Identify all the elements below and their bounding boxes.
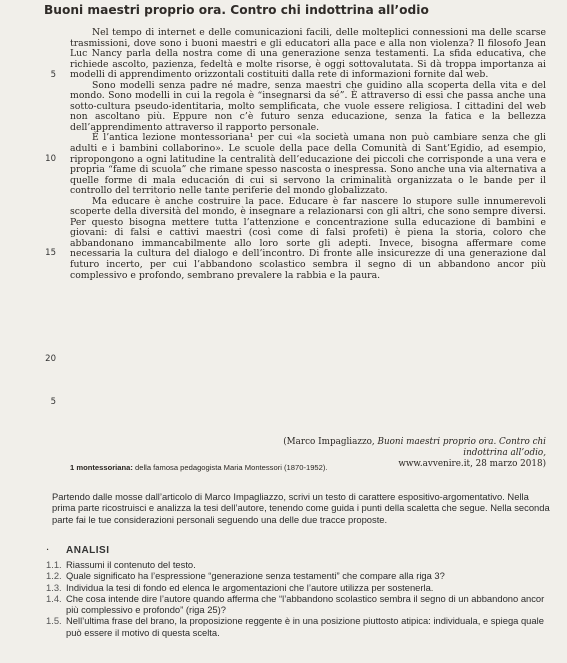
source-site: www.avvenire.it, 28 marzo 2018) [398, 459, 546, 469]
question-number: 1.2. [46, 570, 62, 582]
paragraph: Sono modelli senza padre né madre, senza maestri che guidino alla scoperta della vita e del mondo. Sono modelli in cui la regola è “insegnarsi da sé”. È attraverso di essi che passa anche una sotto-cultura pseudo-identitaria, molto semplificata, che vuole essere religiosa. I cittadini del web non ascoltano più. Eppure non c’è futuro senza educazione, senza la fatica e la bellezza dell’apprendimento attraverso il rapporto personale. [70, 79, 546, 133]
bullet-dot: · [46, 545, 50, 556]
question-number: 1.4. [46, 592, 62, 604]
line-number: 15 [45, 248, 56, 258]
source-author: (Marco Impagliazzo, [283, 437, 378, 447]
paragraph: È l’antica lezione montessoriana¹ per cui «la società umana non può cambiare senza che gli adulti e i bambini collaborino». Le scuole della pace della Comunità di Sant’Egidio, ad esempio, ripropongono a ogni latitudine la centralità dell’educazione dei piccoli che corrisponde a una vera e propria “fame di scuola” che rimane spesso nascosta o inespressa. Sono anche una via alternativa a quelle forme di mala educación di cui si servono la criminalità organizzata o le bande per il controllo del territorio nelle tante periferie del mondo globalizzato. [70, 132, 546, 197]
paragraph: Nel tempo di internet e delle comunicazioni facili, delle molteplici connessioni ma delle scarse trasmissioni, dove sono i buoni maestri e gli educatori alla pace e alla non violenza? Il filosofo Jean Luc Nancy parla della nostra come di una generazione senza testamenti. La sfida educativa, che richiede ascolto, pazienza, fedeltà e molte risorse, è oggi sottovalutata. Si dà troppa importanza ai modelli di apprendimento orizzontali costituiti dalla rete di informazioni fornite dal web. [70, 27, 546, 81]
question-text: Riassumi il contenuto del testo. [66, 559, 196, 570]
source-title: Buoni maestri proprio ora. Contro chi indottrina all’odio, [377, 437, 546, 458]
question-number: 1.5. [46, 615, 62, 627]
question-number: 1.3. [46, 581, 62, 593]
footnote-text: della famosa pedagogista Maria Montessori (1870-1952). [132, 463, 328, 472]
assignment-instructions: Partendo dalle mosse dall’articolo di Marco Impagliazzo, scrivi un testo di carattere espositivo-argomentativo. Nella prima parte ricostruisci e analizza la tesi dell’autore, tenendo come guida i punti della scaletta che segue. Nella seconda parte fai le tue considerazioni personali seguendo una delle due tracce proposte. [52, 491, 550, 525]
footnote-term: montessoriana: [76, 463, 133, 472]
footnote [70, 463, 550, 473]
question-text: Individua la tesi di fondo ed elenca le argomentazioni che l’autore utilizza per sostenerla. [66, 581, 434, 593]
question-number: 1.1. [46, 559, 62, 570]
analysis-heading: ANALISI [66, 545, 110, 556]
question-item [46, 593, 551, 616]
line-number: 10 [45, 154, 56, 164]
question-item [46, 559, 551, 570]
question-item [46, 615, 551, 638]
footnote-marker: 1 [70, 463, 75, 472]
article-body [70, 28, 546, 281]
line-number: 20 [45, 354, 56, 364]
question-text: Che cosa intende dire l’autore quando afferma che “l’abbandono scolastico sembra il segno di un abbandono ancor più complessivo e profondo” (riga 25)? [66, 592, 545, 616]
line-number: 5 [50, 70, 56, 80]
paragraph: Ma educare è anche costruire la pace. Educare è far nascere lo stupore sulle innumerevoli scoperte della diversità del mondo, è insegnare a relazionarsi con gli altri, che sono sempre diversi. Per questo bisogna mettere tutta l’attenzione e concentrazione sulla educazione di bambini e giovani: di falsi e cattivi maestri (così come di falsi profeti) è piena la storia, coloro che abbandonano immancabilmente allo loro sorte gli adepti. Invece, bisogna affermare come necessaria la cultura del dialogo e dell’incontro. Di fronte alle insicurezze di una generazione dal futuro incerto, per cui l’abbandono scolastico sembra il segno di un abbandono ancor più complessivo e profondo, sembrano prevalere la rabbia e la paura. [70, 195, 546, 281]
question-item [46, 570, 551, 581]
question-list [46, 559, 551, 638]
question-text: Nell’ultima frase del brano, la proposizione reggente è in una posizione piuttosto atipica: individuala, e spiega quale può essere il motivo di questa scelta. [66, 615, 544, 638]
line-number: 5 [50, 397, 56, 407]
question-text: Quale significato ha l’espressione “generazione senza testamenti” che compare alla riga 3? [66, 570, 445, 582]
question-item [46, 582, 551, 593]
article-title: Buoni maestri proprio ora. Contro chi indottrina all’odio [44, 3, 429, 17]
